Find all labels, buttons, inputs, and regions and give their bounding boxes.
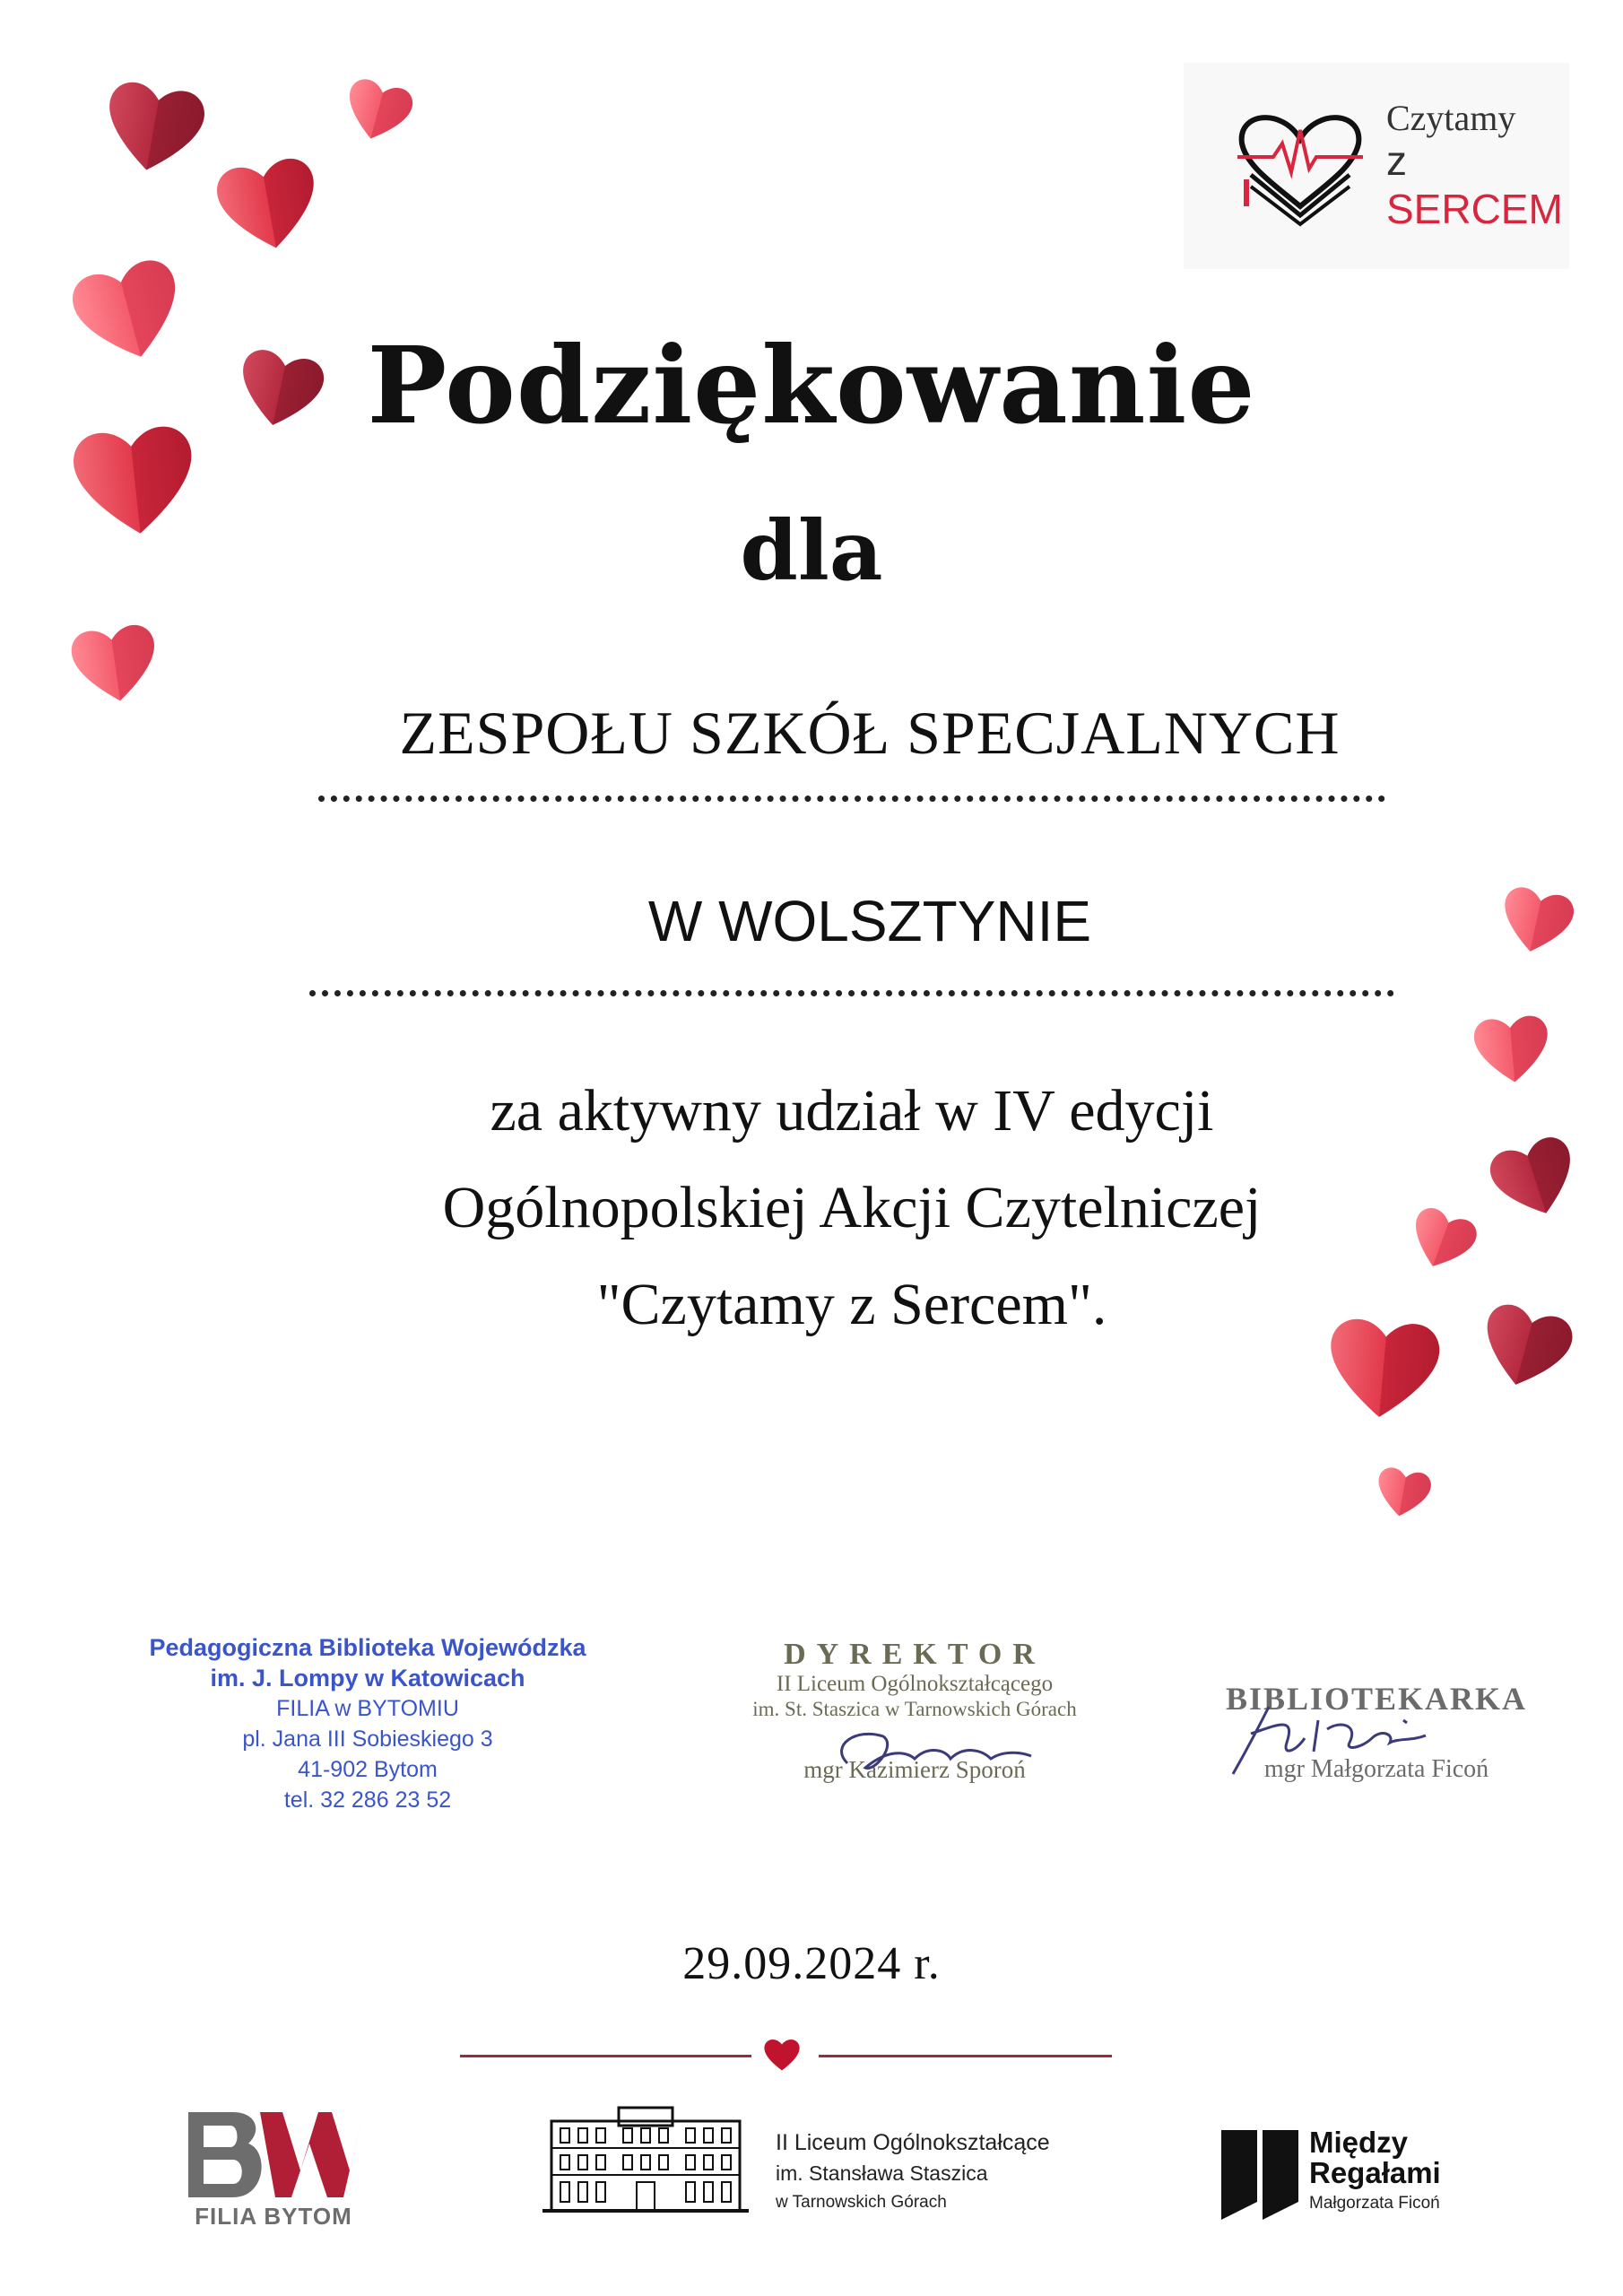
bookshelf-icon [1219, 2130, 1300, 2220]
recipient-line2: W WOLSZTYNIE [647, 889, 1092, 953]
logo-line2 [1386, 136, 1569, 233]
regaly-line1: Między [1309, 2126, 1409, 2159]
decorative-heart-icon [335, 68, 421, 151]
czytamy-z-sercem-logo [1184, 63, 1569, 269]
body-line3: "Czytamy z Sercem". [596, 1272, 1107, 1337]
book-heart-icon [1228, 90, 1372, 233]
liceum-line3: w Tarnowskich Górach [776, 2193, 947, 2212]
page-subtitle: dla [740, 502, 883, 599]
librarian-signature [1215, 1689, 1484, 1787]
director-title: DYREKTOR [784, 1638, 1046, 1671]
stamp-line: Pedagogiczna Biblioteka Wojewódzka [149, 1634, 586, 1661]
librarian-name: mgr Małgorzata Ficoń [1263, 1755, 1489, 1783]
stamp-line: FILIA w BYTOMIU [276, 1696, 459, 1721]
director-line2: im. St. Staszica w Tarnowskich Górach [752, 1698, 1077, 1720]
page-title: Podziękowanie [367, 323, 1256, 448]
decorative-heart-icon [92, 67, 215, 183]
divider-line-right [819, 2055, 1112, 2057]
miedzy-regalami-logo [1219, 2126, 1497, 2224]
decorative-heart-icon [1491, 876, 1584, 963]
recipient-line1: ZESPOŁU SZKÓŁ SPECJALNYCH [399, 699, 1341, 767]
filia-bytom-logo [184, 2108, 363, 2233]
librarian-title: BIBLIOTEKARKA [1225, 1681, 1528, 1717]
stamp-line: tel. 32 286 23 52 [283, 1787, 452, 1813]
library-stamp [117, 1632, 619, 1815]
decorative-heart-icon [1369, 1459, 1437, 1525]
director-signature [812, 1709, 1045, 1790]
stamp-line: im. J. Lompy w Katowicach [210, 1665, 525, 1692]
body-line2: Ogólnopolskiej Akcji Czytelniczej [442, 1175, 1262, 1240]
divider-line-left [460, 2055, 751, 2057]
decorative-heart-icon [1478, 1123, 1591, 1231]
logo-brand: SERCEM [1386, 186, 1563, 232]
librarian-stamp [1215, 1680, 1538, 1784]
bytom-label: FILIA BYTOM [195, 2203, 352, 2230]
stamp-line: 41-902 Bytom [298, 1757, 438, 1782]
liceum-line1: II Liceum Ogólnokształcące [776, 2130, 1050, 2155]
liceum-line2: im. Stansława Staszica [776, 2161, 988, 2185]
acknowledgement-text [269, 1063, 1435, 1353]
director-line1: II Liceum Ogólnokształcącego [776, 1672, 1054, 1696]
director-stamp [681, 1638, 1148, 1784]
body-line1: za aktywny udział w IV edycji [490, 1078, 1214, 1144]
decorative-heart-icon [1468, 1290, 1584, 1402]
director-name: mgr Kazimierz Sporoń [803, 1756, 1026, 1783]
decorative-heart-icon [63, 613, 167, 711]
decorative-heart-icon [205, 144, 331, 261]
regaly-line3: Małgorzata Ficoń [1309, 2194, 1440, 2213]
dotted-line [318, 796, 1385, 802]
decorative-heart-icon [1467, 1005, 1556, 1090]
logo-line1: Czytamy [1386, 98, 1516, 138]
stamp-line: pl. Jana III Sobieskiego 3 [242, 1726, 493, 1752]
logo-prefix: z [1386, 137, 1407, 184]
school-building-icon [534, 2103, 758, 2215]
dotted-line [309, 990, 1394, 996]
issue-date: 29.09.2024 r. [682, 1938, 941, 1989]
regaly-line2: Regałami [1309, 2156, 1441, 2189]
bw-logo-icon [184, 2108, 363, 2206]
liceum-logo [534, 2103, 1089, 2233]
divider-heart-icon [762, 2034, 802, 2074]
